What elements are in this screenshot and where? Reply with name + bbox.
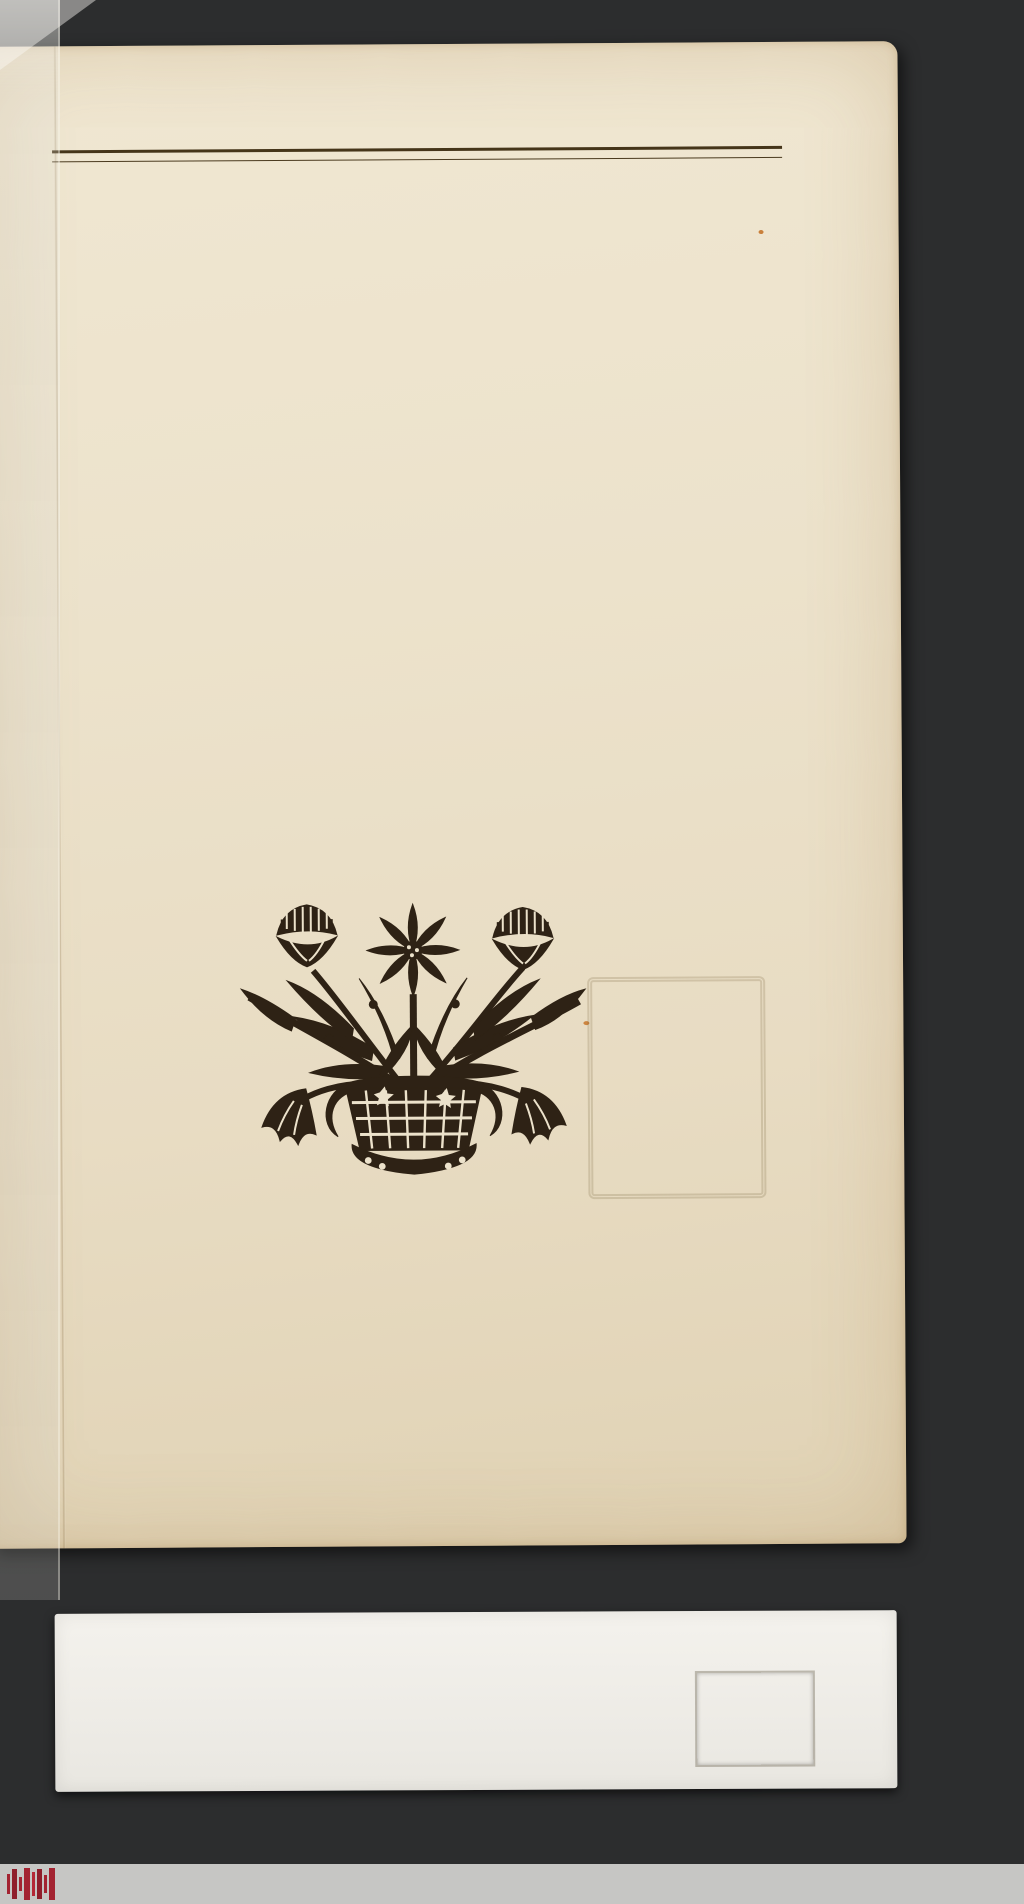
hab-logo bbox=[7, 1866, 55, 1902]
poem-line bbox=[60, 716, 760, 760]
poem-line bbox=[103, 596, 759, 640]
poem-line bbox=[101, 276, 757, 320]
film-strip bbox=[0, 0, 60, 1600]
poem-line bbox=[103, 676, 759, 720]
showthrough-ornate-initial bbox=[587, 976, 766, 1199]
running-head bbox=[222, 109, 562, 111]
poem-line bbox=[58, 396, 758, 440]
grayscale-patch-gray bbox=[736, 1673, 775, 1765]
grayscale-patch-white bbox=[697, 1673, 736, 1765]
flower-basket-woodcut bbox=[231, 875, 595, 1177]
poem-line bbox=[58, 476, 758, 520]
poem-line bbox=[59, 556, 759, 600]
poem-line bbox=[59, 636, 759, 680]
poem-line bbox=[122, 156, 756, 200]
poem-line bbox=[104, 756, 760, 800]
library-name bbox=[55, 1622, 897, 1626]
poem-line bbox=[101, 356, 757, 400]
grayscale-target bbox=[697, 1673, 813, 1766]
grayscale-patch-black bbox=[774, 1673, 813, 1765]
paper-speck bbox=[759, 230, 764, 234]
poem-line bbox=[152, 196, 756, 240]
scanned-book-page bbox=[0, 41, 907, 1549]
library-banner-card bbox=[55, 1610, 898, 1792]
ruler-scale bbox=[103, 1678, 483, 1740]
footer-bar bbox=[0, 1864, 1024, 1904]
poem-line bbox=[102, 436, 758, 480]
poem-line bbox=[57, 316, 757, 360]
poem-line bbox=[102, 516, 758, 560]
poem-line bbox=[57, 236, 757, 280]
poem-block bbox=[56, 156, 760, 800]
